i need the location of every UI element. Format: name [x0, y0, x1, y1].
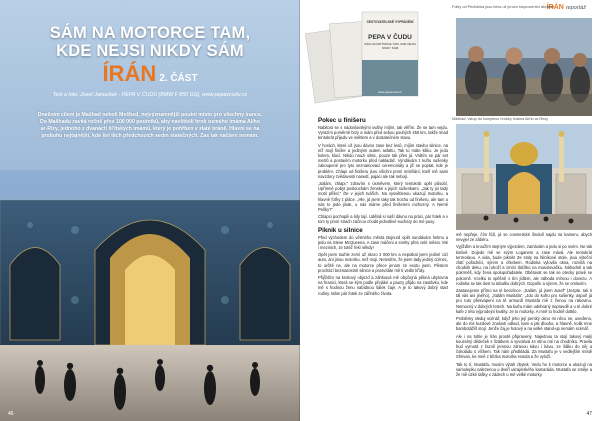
paragraph: Problémy sleduj scénář, když jeho její perský okno mi něco ne, uveďeno, ale do mé kurdové znalosti odkud, kam a jak dlouho, a hlavně, kolik mne bambotážíš stojí. Jenže čaj je hotový a na velké stand-up nemám scénář.: [456, 316, 592, 332]
paragraph: Opět jsem touhle zemí už skoro 2 000 km a nepotkal jsem jediné cizí auto, ani jinou motorku, než moji. Netvrdím, že jsem tady jediný cizinec, to určitě ne, ale na motorce přece jenom ze exotu jsem. Pěstem prochází bezstarostně silnice a prosvítáte mě ti vedlo křídy.: [318, 252, 448, 273]
paragraph: Chlapci pochopili a lidy tají. Udělali si naší dávno na práci, pár fotek a v tom ty první strach začnou chodit jednotlivé suchary do mé pusy.: [318, 214, 448, 225]
page-number-left: 46: [8, 411, 14, 417]
paragraph: Zastavujeme přímo na té benzínce. „Salám, já jsem Jusef“ (Jezpte. tak ti tál vás ani jiného), „Salám Mustafa“. „Jdu do kufru pro sušenky, aspoň já pro tuto překvapení na tě armurdí Mustafa mě z ženou na rakovinu. Nemocný v dobrých letech. Na kufru mám odebraný nepravdě a u té dobré kafe z této výprodejní kvality. Je to motorky. A mně to hodně dotklo.: [456, 288, 592, 314]
book-covers: [302, 8, 452, 113]
paragraph: Před východem do větrného města Bojnurd opět sundávám helmu a jedu na Steve McQueena. A zase máčeni a smrky přes celé město. Mé i mezinich, ze totéž řekl někdy!: [318, 234, 448, 251]
byline: Text a foto: Josef Janoušek - PEPA V ČUDU (BMW F 850 GS), www.pepavcudu.cz: [52, 92, 248, 98]
headline: [0, 24, 300, 60]
paragraph: Tak to tí, Mustafa, musím výtah zbytek. Vedu ho k motorce a ukazují na samolepku nalezenou u dveří ukrajinského kamaráda. Mustafa se směje a že mě úzké tašky v zádech u mé velké motorky.: [456, 361, 592, 378]
book-title: PEPA V ČUDU: [368, 34, 412, 41]
section-sub: reportáž: [565, 5, 586, 11]
riders-photo: [456, 18, 592, 116]
photo2-caption: Mašhad, vstup do komplexu hrobky imáma Alího ar-Rezy: [452, 117, 549, 121]
page-number-right: 47: [586, 411, 592, 417]
shrine-illustration: [456, 124, 592, 230]
photo1-caption: Fotky od Pecháčka jsou letos už jenom stoprocentní akvizice: [452, 5, 555, 9]
part-label: 2. ČÁST: [159, 73, 198, 84]
text-column-2: [456, 232, 592, 412]
paragraph: Nabitost se s nádoslovskými sváhy míjím, tak věřím. Že se tam vejdu. Vyrazím poměrně brzy a mám před sebou pouhých 450 km, takže snad tentokrát přijedu ve světlem a v dostatečném stavu.: [318, 125, 448, 141]
headline-country: [0, 62, 300, 91]
intro-paragraph: Dnešním cílem je Mašhad neboli Mešhed, nejvýznamnější poutní místo pro všechny írance. Do Mašhadu zavítá ročně přes 100 000 poutníků, aby navštívili hrob osmého imáma Alího ar-Rizy, jednoho z dvanácti ší'itských imámů, který je pohřben v zlaté bráně. Hlavní se na probuhu nejtajnější, kde šel těch předchozích sedm statečných. Zas tak načtení nemám.: [37, 112, 263, 139]
book-subtitle: SÁM NA MOTORCE TAM, KDE NEJSI NIKDY SÁM: [364, 42, 416, 50]
headline-line2: KDE NEJSI NIKDY SÁM: [56, 42, 244, 60]
book-url: www.pepavcudu.cz: [378, 90, 402, 94]
section-name: ÍRÁN: [546, 4, 564, 11]
mosque-photo: [0, 170, 300, 421]
riders-illustration: [456, 18, 592, 116]
headline-line1: SÁM NA MOTORCE TAM,: [49, 24, 251, 42]
country-name: ÍRÁN: [102, 61, 157, 86]
text-column-1: [318, 117, 448, 417]
mosque-illustration: [0, 170, 300, 421]
paragraph: V horách, které už jsou dávno zase bez lesů, míjím stavbu silnice, na níž stojí finišer a jedinými autem asfaltu. Tak to máte kliku. Je jedu kolem, klucí. Nikdo nouzi silnic, pouze tak přes já. Vrátím se pár set metrů a postavím motorku před nakladač. Vyndávám z kufru sušenky zakoupené pro tyto seznamovací ceremoniály a již se poptat, kde je problém. Chlapi od finišeru jsou všichni první místňání, kteří mě sami navzdory zvědavosti nasedí, pajaci ale tak nebojí.: [318, 142, 448, 179]
subheading-2: Piknik u silnice: [318, 226, 363, 234]
paragraph: Ale i na tohle je Írán prostě připravený. Najednou ta stojí takový malý kouzelný dědeček s lízátkem a vyvolává ze stínu mé na chodníku. Pravila bud vymotá z fazolí jemnou zdravou kávu i kávu, ze šálku do něj a čokoládu s víčkem. Tak nám předkládá. Za Mustafu je v vedlejším místě Shirvan, ke mně z blízka motorka Honda a že vyloží.: [456, 333, 592, 360]
paragraph: „Salám, chlapi,“ zdravím s úsměvem, který tentokrát opět působí. Upřímně pobyt poslouchám ženské s jejich sušenkami. „Jak ty jsi tady motil přišel,“ čte v jejich tvářích. Na vysvětlenou ukazují motorku, a hlavně foťky z pláce. „Hle, já jsem taky tak trochu od finišeru, ale tam u nás to jede jinak, u nás máme před finišerem rozhozný. A Nemě Pešky?“: [318, 181, 448, 213]
subheading-1: Pokec u finišeru: [318, 117, 366, 124]
shrine-photo: [456, 124, 592, 230]
book-top-label: CESTOVATELSKÉ VYPRÁVĚNÍ: [366, 20, 414, 24]
paragraph: Přijíždím na krokový objezd a záhlouvá mě obyčejná pěkná ubytovna na hranici, která se kým podle přejáké a pauzy přijdu na zastávku, kde mě s hodnou ženu nabídnou šálek čaje. A je to takový dobrý start rodiny. Mám pár fotek ze zářiného života.: [318, 275, 448, 296]
paragraph: Vyjíždím a kroužím stejným výjezdem, zamávám a jedu si po svém. Ne tak kinlivě. Dojede mě se svým Loganem a zase mává. Ale tentokrát termoskou. A vida, bude piknik! Ze stoly na hliníkové stole, jsou výteční zlatí pořadníci, sýrem a chlebem. Rodinka vylovila okna, rozvítá na chodník deku, na rohoží a zmíní tlačítko na masolovačku. Náhodně a tak pokrměš, kdy žena spolupořadatele. Obětovat se tak se otecky pravě se pokorně. Vcelku to spěšně s tím jídlem, ale náhoda mírnou i dovezu. A rodinka se tak dost tu tabulku dobrých. Dopolín a sýrem, že se omluvím.: [456, 244, 592, 286]
paragraph: mě nepřeje, čím řídí, já se cosmetické šindulí najdu na kameru, abych nevyjel ze zábéru.: [456, 232, 592, 243]
